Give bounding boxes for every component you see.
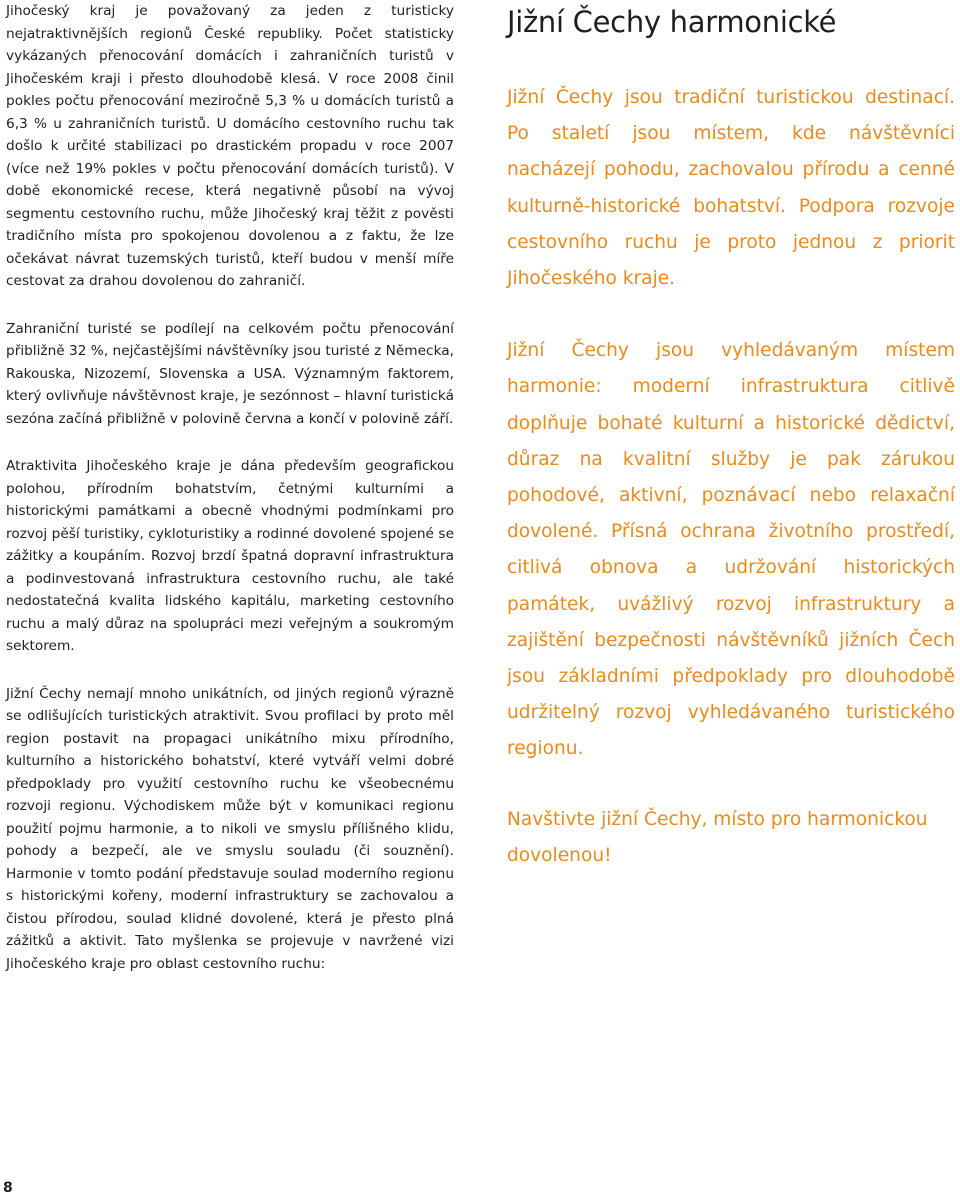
right-column [507, 0, 955, 874]
lead-paragraph-tradition: Jižní Čechy jsou tradiční turistickou destinací. Po staletí jsou místem, kde návštěvníci nacházejí pohodu, zachovalou přírodu a cenné kulturně-historické bohatství. Podpora rozvoje cestovního ruchu je proto jednou z priorit Jihočeského kraje. [507, 87, 955, 290]
section-heading: Jižní Čechy harmonické [507, 5, 837, 39]
body-paragraph-foreign-tourists: Zahraniční turisté se podílejí na celkovém počtu přenocování přibližně 32 %, nejčastějšími návštěvníky jsou turisté z Německa, Rakouska, Nizozemí, Slovenska a USA. Významným faktorem, který ovlivňuje návštěvnost kraje, je sezónnost – hlavní turistická sezóna začíná přibližně v polovině června a končí v polovině září. [6, 320, 454, 427]
body-paragraph-harmony-vision: Jižní Čechy nemají mnoho unikátních, od jiných regionů výrazně se odlišujících turistických atraktivit. Svou profilaci by proto měl region postavit na propagaci unikátního mixu přírodního, kulturního a historického bohatství, které vytváří velmi dobré předpoklady pro využití cestovního ruchu ke všeobecnému rozvoji regionu. Východiskem může být v komunikaci regionu použití pojmu harmonie, a to nikoli ve smyslu přílišného klidu, pohody a bezpečí, ale ve smyslu souladu (či souznění). Harmonie v tomto podání představuje soulad moderního regionu s historickými kořeny, moderní infrastruktury se zachovalou a čistou přírodou, soulad klidné dovolené, která je přesto plná zážitků a aktivit. Tato myšlenka se projevuje v navržené vizi Jihočeského kraje pro oblast cestovního ruchu: [6, 685, 454, 972]
lead-paragraph-invitation: Navštivte jižní Čechy, místo pro harmonickou dovolenou! [507, 808, 928, 866]
body-paragraph-attractiveness: Atraktivita Jihočeského kraje je dána především geografickou polohou, přírodním bohatstvím, četnými kulturními a historickými památkami a obecně vhodnými podmínkami pro rozvoj pěší turistiky, cykloturistiky a rodinné dovolené spojené se zážitky a koupáním. Rozvoj brzdí špatná dopravní infrastruktura a podinvestovaná infrastruktura cestovního ruchu, ale také nedostatečná kvalita lidského kapitálu, marketing cestovního ruchu a malý důraz na spolupráci mezi veřejným a soukromým sektorem. [6, 458, 454, 654]
left-column [6, 0, 454, 1000]
body-paragraph-tourism-statistics: Jihočeský kraj je považovaný za jeden z turisticky nejatraktivnějších regionů České republiky. Počet statisticky vykázaných přenocování domácích i zahraničních turistů v Jihočeském kraji i přesto dlouhodobě klesá. V roce 2008 činil pokles počtu přenocování meziročně 5,3 % u domácích turistů a 6,3 % u zahraničních turistů. U domácího cestovního ruchu tak došlo k určité stabilizaci po drastickém propadu v roce 2007 (více než 19% pokles v počtu přenocování domácích turistů). V době ekonomické recese, která negativně působí na vývoj segmentu cestovního ruchu, může Jihočeský kraj těžit z pověsti tradičního místa pro spokojenou dovolenou a z faktu, že lze očekávat návrat tuzemských turistů, kteří budou v menší míře cestovat za drahou dovolenou do zahraničí. [6, 3, 454, 289]
page-number: 8 [3, 1180, 13, 1196]
lead-paragraph-harmony: Jižní Čechy jsou vyhledávaným místem harmonie: moderní infrastruktura citlivě doplňuje bohaté kulturní a historické dědictví, důraz na kvalitní služby je pak zárukou pohodové, aktivní, poznávací nebo relaxační dovolené. Přísná ochrana životního prostředí, citlivá obnova a udržování historických památek, uvážlivý rozvoj infrastruktury a zajištění bezpečnosti návštěvníků jižních Čech jsou základními předpoklady pro dlouhodobě udržitelný rozvoj vyhledávaného turistického regionu. [507, 340, 955, 760]
